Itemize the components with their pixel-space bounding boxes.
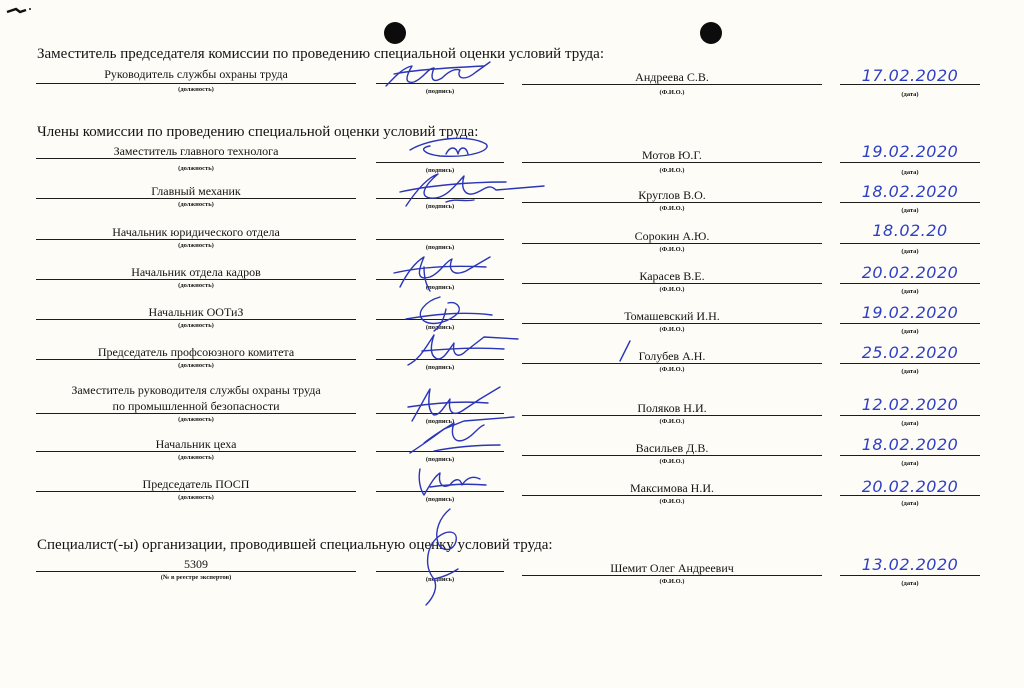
signature-row-member bbox=[0, 265, 1024, 295]
position-caption: (должность) bbox=[178, 454, 214, 461]
signature-row-member bbox=[0, 184, 1024, 214]
position-line bbox=[36, 413, 356, 414]
date-value: 19.02.2020 bbox=[861, 142, 959, 161]
fio-line bbox=[522, 495, 822, 496]
signature-caption: (подпись) bbox=[425, 364, 455, 371]
position-value: Начальник отдела кадров bbox=[131, 265, 261, 279]
position-caption: (должность) bbox=[178, 494, 214, 501]
date-line bbox=[840, 495, 980, 496]
date-value: 25.02.2020 bbox=[861, 343, 959, 362]
date-value: 17.02.2020 bbox=[861, 66, 959, 85]
fio-value: Поляков Н.И. bbox=[637, 401, 707, 415]
fio-value: Андреева С.В. bbox=[635, 70, 709, 84]
signature-caption: (подпись) bbox=[425, 456, 455, 463]
fio-caption: (Ф.И.О.) bbox=[659, 205, 685, 212]
position-caption: (должность) bbox=[178, 282, 214, 289]
registry-caption: (№ в реестре экспертов) bbox=[160, 574, 232, 581]
date-value: 18.02.2020 bbox=[861, 182, 959, 201]
fio-value: Сорокин А.Ю. bbox=[634, 229, 710, 243]
position-line bbox=[36, 451, 356, 452]
signature-caption: (подпись) bbox=[425, 576, 455, 583]
fio-line bbox=[522, 575, 822, 576]
signature-caption: (подпись) bbox=[425, 167, 455, 174]
registry-number-value: 5309 bbox=[184, 557, 208, 571]
signature-caption: (подпись) bbox=[425, 418, 455, 425]
position-line bbox=[36, 319, 356, 320]
punch-hole-left bbox=[384, 22, 406, 44]
signature-row-member bbox=[0, 477, 1024, 507]
handwritten-signature-icon bbox=[414, 465, 494, 501]
handwritten-signature-icon bbox=[384, 60, 494, 92]
fio-value: Шемит Олег Андреевич bbox=[610, 561, 734, 575]
section-title-deputy-chair: Заместитель председателя комиссии по проведению специальной оценки условий труда: bbox=[37, 46, 605, 62]
date-value: 19.02.2020 bbox=[861, 303, 959, 322]
signature-caption: (подпись) bbox=[425, 324, 455, 331]
signature-caption: (подпись) bbox=[425, 284, 455, 291]
fio-value: Мотов Ю.Г. bbox=[642, 148, 702, 162]
date-line bbox=[840, 363, 980, 364]
punch-hole-right bbox=[700, 22, 722, 44]
registry-line bbox=[36, 571, 356, 572]
position-line bbox=[36, 198, 356, 199]
fio-value: Карасев В.Е. bbox=[639, 269, 705, 283]
fio-value: Круглов В.О. bbox=[638, 188, 706, 202]
fio-caption: (Ф.И.О.) bbox=[659, 418, 685, 425]
position-caption: (должность) bbox=[178, 242, 214, 249]
position-value: Руководитель службы охраны труда bbox=[104, 67, 288, 81]
position-line bbox=[36, 491, 356, 492]
position-line bbox=[36, 239, 356, 240]
position-value: Начальник ООТиЗ bbox=[148, 305, 244, 319]
date-line bbox=[840, 575, 980, 576]
position-value: Начальник юридического отдела bbox=[112, 225, 280, 239]
signature-caption: (подпись) bbox=[425, 496, 455, 503]
signature-line bbox=[376, 239, 504, 240]
position-caption: (должность) bbox=[178, 165, 214, 172]
signature-row-member bbox=[0, 437, 1024, 467]
fio-value: Голубев А.Н. bbox=[638, 349, 706, 363]
date-value: 18.02.20 bbox=[872, 221, 948, 240]
date-line bbox=[840, 455, 980, 456]
date-value: 18.02.2020 bbox=[861, 435, 959, 454]
handwritten-signature-icon bbox=[404, 331, 524, 371]
date-line bbox=[840, 283, 980, 284]
date-value: 20.02.2020 bbox=[861, 477, 959, 496]
date-caption: (дата) bbox=[901, 500, 919, 507]
fio-caption: (Ф.И.О.) bbox=[659, 578, 685, 585]
signature-caption: (подпись) bbox=[425, 244, 455, 251]
date-caption: (дата) bbox=[901, 420, 919, 427]
date-line bbox=[840, 202, 980, 203]
handwritten-signature-icon bbox=[404, 415, 524, 459]
handwritten-signature-icon bbox=[400, 293, 500, 333]
fio-line bbox=[522, 323, 822, 324]
position-line bbox=[36, 83, 356, 84]
date-line bbox=[840, 243, 980, 244]
fio-caption: (Ф.И.О.) bbox=[659, 286, 685, 293]
handwritten-signature-icon bbox=[390, 253, 500, 293]
date-caption: (дата) bbox=[901, 248, 919, 255]
position-value: Председатель профсоюзного комитета bbox=[97, 345, 295, 359]
position-caption: (должность) bbox=[178, 416, 214, 423]
position-line bbox=[36, 158, 356, 159]
date-caption: (дата) bbox=[901, 580, 919, 587]
fio-line bbox=[522, 283, 822, 284]
position-line bbox=[36, 359, 356, 360]
date-caption: (дата) bbox=[901, 207, 919, 214]
fio-line bbox=[522, 202, 822, 203]
position-value-line1: Заместитель руководителя службы охраны труда bbox=[71, 383, 321, 397]
fio-caption: (Ф.И.О.) bbox=[659, 167, 685, 174]
date-line bbox=[840, 84, 980, 85]
position-value: Заместитель главного технолога bbox=[113, 144, 279, 158]
position-value: Главный механик bbox=[151, 184, 241, 198]
date-line bbox=[840, 415, 980, 416]
fio-caption: (Ф.И.О.) bbox=[659, 458, 685, 465]
fio-line bbox=[522, 84, 822, 85]
signature-row-member bbox=[0, 345, 1024, 375]
fio-caption: (Ф.И.О.) bbox=[659, 89, 685, 96]
date-line bbox=[840, 323, 980, 324]
fio-caption: (Ф.И.О.) bbox=[659, 246, 685, 253]
fio-value: Максимова Н.И. bbox=[629, 481, 715, 495]
fio-line bbox=[522, 162, 822, 163]
section-title-specialist: Специалист(-ы) организации, проводившей специальную оценку условий труда: bbox=[37, 537, 553, 553]
position-caption: (должность) bbox=[178, 86, 214, 93]
handwritten-signature-icon bbox=[400, 136, 510, 168]
handwritten-signature-icon bbox=[404, 507, 474, 607]
date-caption: (дата) bbox=[901, 91, 919, 98]
fio-line bbox=[522, 455, 822, 456]
position-value: Председатель ПОСП bbox=[142, 477, 250, 491]
date-value: 20.02.2020 bbox=[861, 263, 959, 282]
position-caption: (должность) bbox=[178, 322, 214, 329]
fio-line bbox=[522, 363, 822, 364]
fio-caption: (Ф.И.О.) bbox=[659, 498, 685, 505]
fio-line bbox=[522, 415, 822, 416]
position-value-line2: по промышленной безопасности bbox=[112, 399, 280, 413]
date-caption: (дата) bbox=[901, 460, 919, 467]
fio-value: Томашевский И.Н. bbox=[624, 309, 720, 323]
date-caption: (дата) bbox=[901, 169, 919, 176]
position-line bbox=[36, 279, 356, 280]
signature-caption: (подпись) bbox=[425, 203, 455, 210]
fio-line bbox=[522, 243, 822, 244]
date-value: 13.02.2020 bbox=[861, 555, 959, 574]
scan-corner-mark bbox=[6, 6, 32, 16]
fio-caption: (Ф.И.О.) bbox=[659, 326, 685, 333]
date-caption: (дата) bbox=[901, 288, 919, 295]
signature-row-specialist bbox=[0, 557, 1024, 587]
date-line bbox=[840, 162, 980, 163]
date-caption: (дата) bbox=[901, 368, 919, 375]
signature-row-deputy-chair bbox=[0, 66, 1024, 96]
position-caption: (должность) bbox=[178, 201, 214, 208]
date-value: 12.02.2020 bbox=[861, 395, 959, 414]
section-title-members: Члены комиссии по проведению специальной оценки условий труда: bbox=[37, 124, 479, 140]
position-caption: (должность) bbox=[178, 362, 214, 369]
signature-row-member bbox=[0, 221, 1024, 255]
position-value: Начальник цеха bbox=[155, 437, 237, 451]
signature-caption: (подпись) bbox=[425, 88, 455, 95]
fio-value: Васильев Д.В. bbox=[635, 441, 709, 455]
date-caption: (дата) bbox=[901, 328, 919, 335]
fio-caption: (Ф.И.О.) bbox=[659, 366, 685, 373]
